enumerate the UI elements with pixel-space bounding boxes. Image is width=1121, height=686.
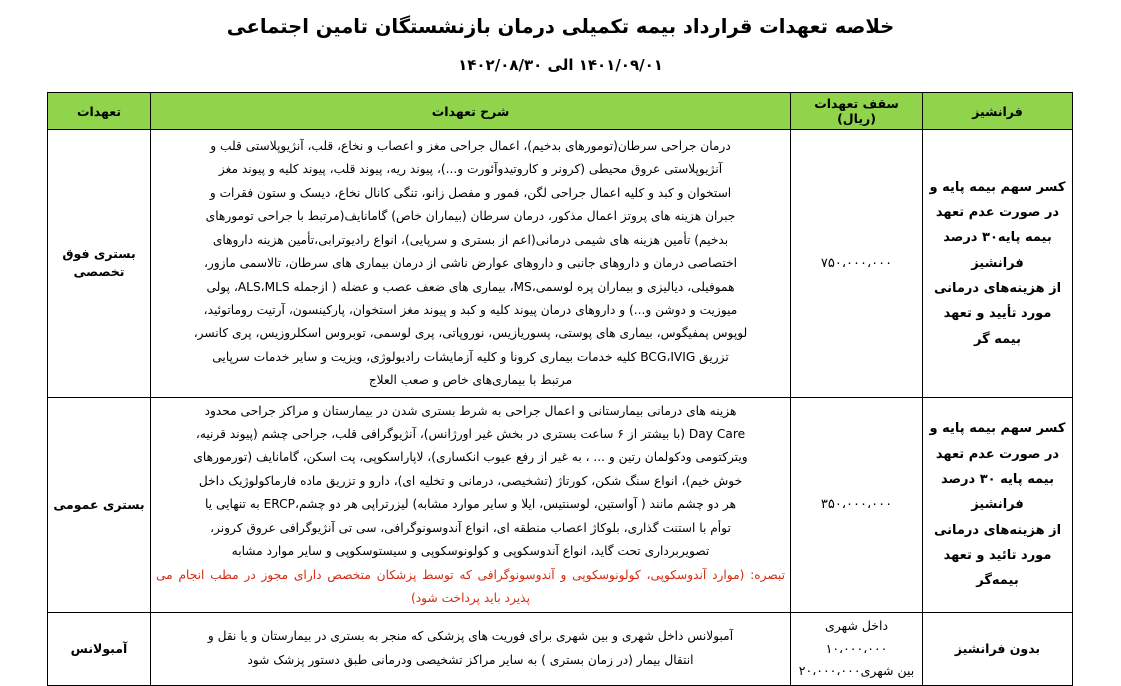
- description-line: درمان جراحی سرطان(تومورهای بدخیم)، اعمال جراحی مغز و اعصاب و نخاع، قلب، آنژیوپلاستی قلب و: [210, 139, 731, 153]
- ceiling-amount: ۷۵۰،۰۰۰،۰۰۰: [820, 255, 893, 271]
- ceiling-amount: ۳۵۰،۰۰۰،۰۰۰: [820, 497, 893, 513]
- description-line: هزینه های درمانی بیمارستانی و اعمال جراحی به شرط بستری شدن در بیمارستان و مراکز جراحی محدود: [204, 403, 737, 418]
- description-line: Day Care (با بیشتر از ۶ ساعت بستری در بخش غیر اورژانس)، آنژیوگرافی قلب، جراحی چشم (پیوند قرنیه،: [195, 427, 746, 442]
- ceiling-amount: داخل شهری ۱۰،۰۰۰،۰۰۰: [824, 618, 889, 656]
- cell-ceiling: [791, 613, 923, 686]
- column-header-ceiling: سقف تعهدات (ریال): [791, 93, 923, 130]
- description-line: لوپوس پمفیگوس، بیماری های پوستی، پسوریازیس، نوروپاتی، پری لوسمی، توبروس اسکلروزیس، پری کانسر،: [193, 326, 748, 341]
- cell-ceiling: [791, 397, 923, 613]
- table-header: [48, 93, 1073, 130]
- title-block: [0, 0, 1121, 74]
- description-line: هر دو چشم مانند ( آواستین، لوسنتیس، ایلا و سایر موارد مشابه) لیزرتراپی هر دو چشم،ERCP به تنهایی یا: [204, 497, 736, 512]
- description-line: تصویربرداری تحت گاید، انواع آندوسکوپی و کولونوسکوپی و سیستوسکوپی و سایر موارد مشابه: [231, 544, 710, 559]
- cell-benefit-category: آمبولانس: [48, 613, 151, 686]
- franchise-line: کسر سهم بیمه پایه و: [929, 179, 1066, 195]
- table-body: [48, 130, 1073, 686]
- franchise-line: از هزینه‌های درمانی: [933, 280, 1062, 296]
- benefits-table-wrapper: [48, 92, 1073, 686]
- cell-description: [151, 130, 791, 398]
- page-title: خلاصه تعهدات قرارداد بیمه تکمیلی درمان بازنشستگان تامین اجتماعی: [226, 15, 895, 38]
- description-line: مرتبط با بیماری‌های خاص و صعب العلاج: [368, 373, 573, 388]
- cell-franchise: [923, 613, 1073, 686]
- franchise-line: از هزینه‌های درمانی: [933, 522, 1062, 538]
- franchise-line: بدون فرانشیز: [954, 641, 1041, 656]
- description-line: میوزیت و دوشن و...) و داروهای درمان پیوند کلیه و کبد و پیوند مغز استخوان، پارکینسون، آرتیت روماتوئید،: [203, 302, 738, 317]
- cell-franchise: [923, 397, 1073, 613]
- franchise-line: بیمه پایه ۳۰ درصد فرانشیز: [940, 472, 1054, 513]
- contract-period: ۱۴۰۱/۰۹/۰۱ الی ۱۴۰۲/۰۸/۳۰: [458, 56, 663, 75]
- table-row: [48, 613, 1073, 686]
- cell-franchise: [923, 130, 1073, 398]
- table-row: [48, 130, 1073, 398]
- description-line: آنژیوپلاستی عروق محیطی (کرونر و کاروتیدوآئورت و...)، پیوند ریه، پیوند قلب، پیوند کلیه و پیوند مغز: [218, 162, 723, 177]
- cell-description: [151, 613, 791, 686]
- description-line: جبران هزینه های پروتز اعمال مذکور، درمان سرطان (بیماران خاص) گامانایف(مرتبط با جراحی تومورهای: [205, 209, 736, 224]
- franchise-line: کسر سهم بیمه پایه و: [929, 421, 1066, 437]
- benefits-table: [47, 92, 1073, 686]
- column-header-benefit: تعهدات: [48, 93, 151, 130]
- description-line: استخوان و کبد و کلیه اعمال جراحی لگن، فمور و مفصل زانو، تنگی کانال نخاع، دیسک و ستون فقرات و: [209, 185, 732, 200]
- description-line: هموفیلی، دیالیزی و بیماران پره لوسمی،MS، بیماری های ضعف عصب و عضله ( ازجمله ALS،MLS، پولی: [206, 279, 735, 294]
- franchise-line: مورد تأیید و تعهد بیمه گر: [943, 306, 1052, 347]
- description-line: ویترکتومی ودکولمان رتین و ... ، به غیر از رفع عیوب انکساری)، لاپاراسکوپی، پت اسکن، گامانایف (تورمورهای: [193, 450, 748, 465]
- franchise-line: در صورت عدم تعهد: [935, 446, 1060, 462]
- description-line: تزریق BCG،IVIG کلیه خدمات بیماری کرونا و کلیه آزمایشات رادیولوژی، ویزیت و سایر خدمات سرپایی: [212, 349, 729, 364]
- description-line: انتقال بیمار (در زمان بستری ) به سایر مراکز تشخیصی ودرمانی طبق دستور پزشک شود: [247, 653, 694, 668]
- description-line: خوش خیم)، انواع سنگ شکن، کورتاژ (تشخیصی، درمانی و تخلیه ای)، دارو و تزریق ماده فارماکولوژیک داخل: [198, 473, 743, 488]
- column-header-description: شرح تعهدات: [151, 93, 791, 130]
- cell-ceiling: [791, 130, 923, 398]
- description-line: توأم با استنت گذاری، بلوکاژ اعصاب منطقه ای، انواع آندوسونوگرافی، سی تی آنژیوگرافی عروق کرونر،: [210, 520, 731, 535]
- franchise-line: بیمه پایه۳۰ درصد فرانشیز: [943, 230, 1052, 271]
- description-note: تبصره: (موارد آندوسکوپی، کولونوسکوپی و آندوسونوگرافی که توسط پزشکان متخصص دارای مجوز در مطب انجام می پذیرد باید پرداخت شود): [156, 567, 785, 606]
- description-line: اختصاصی درمان و داروهای جانبی و داروهای عوارض ناشی از درمان بیماری های سرطان، تالاسمی مازور،: [203, 256, 738, 271]
- column-header-franchise: فرانشیز: [923, 93, 1073, 130]
- table-row: [48, 397, 1073, 613]
- franchise-line: در صورت عدم تعهد: [935, 204, 1060, 220]
- franchise-line: مورد تائید و تعهد بیمه‌گر: [943, 548, 1052, 589]
- description-line: آمبولانس داخل شهری و بین شهری برای فوریت های پزشکی که منجر به بستری در بیمارستان و یا نقل و: [207, 629, 734, 644]
- table-header-row: [48, 93, 1073, 130]
- description-line: بدخیم) تأمین هزینه های شیمی درمانی(اعم از بستری و سرپایی)، انواع رادیوترابی،تأمین هزینه داروهای: [212, 232, 729, 247]
- ceiling-amount: بین شهری۲۰،۰۰۰،۰۰۰: [798, 663, 915, 679]
- cell-benefit-category: بستری فوق تخصصی: [48, 130, 151, 398]
- cell-benefit-category: بستری عمومی: [48, 397, 151, 613]
- cell-description: [151, 397, 791, 613]
